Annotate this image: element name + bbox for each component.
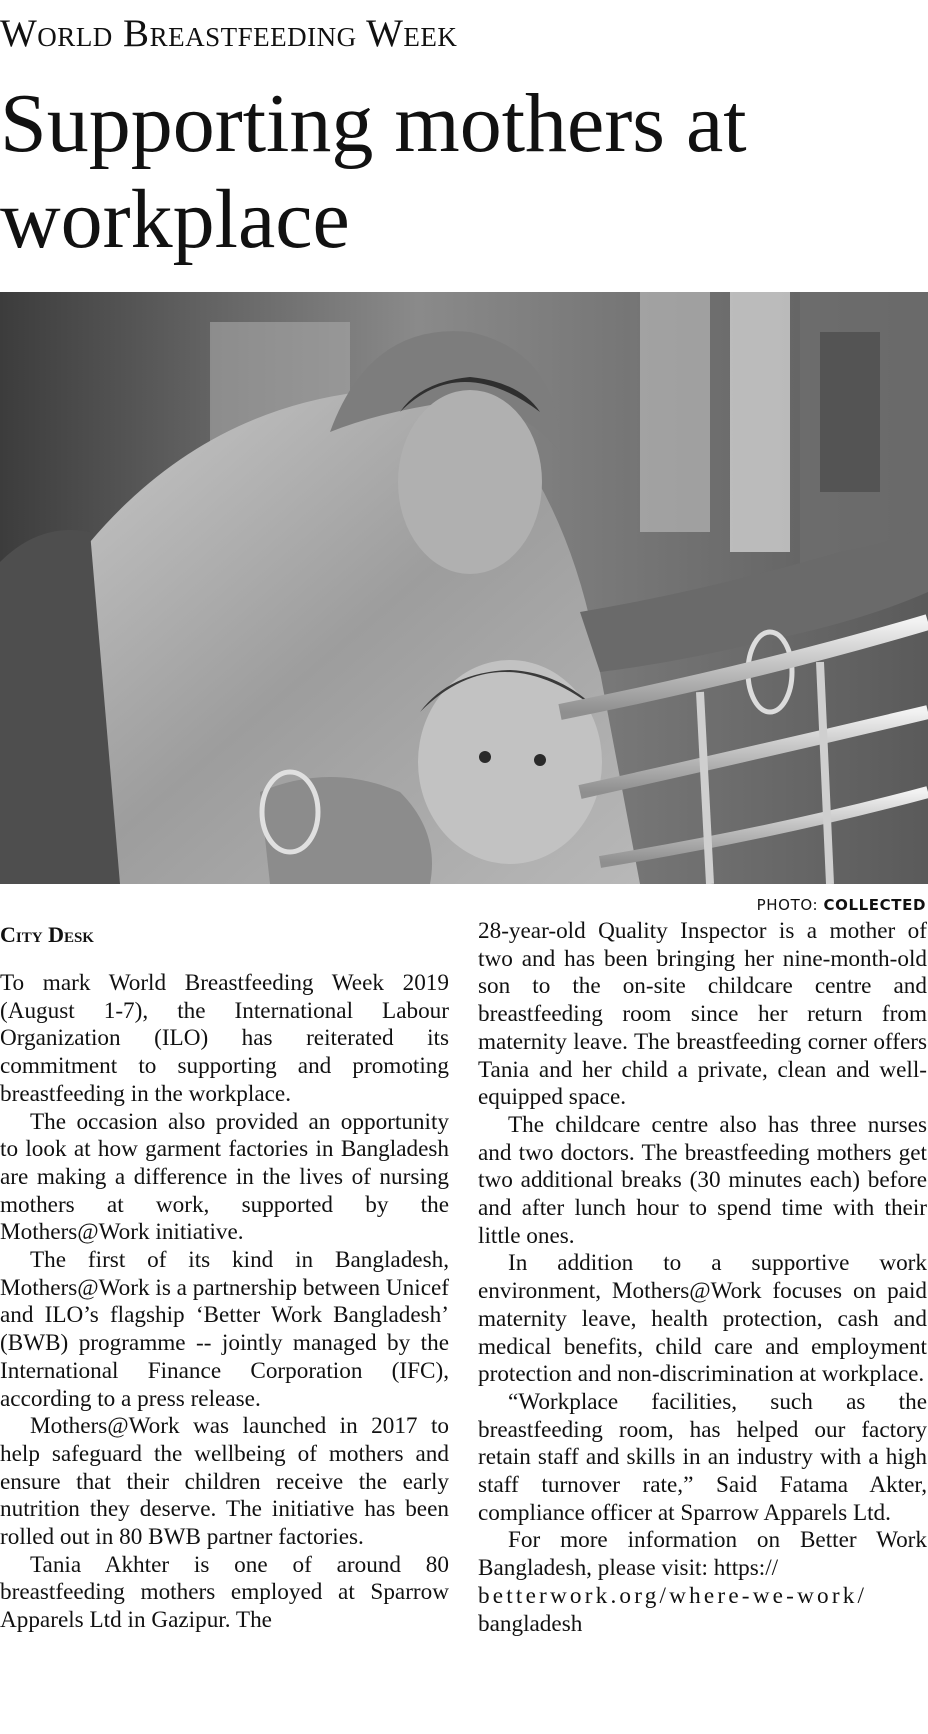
paragraph: The occasion also provided an opportunity to look at how garment factories in Bangladesh are making a difference in the lives of nursing mothers at work, supported by the Mothers@Work initiative.: [0, 1108, 449, 1246]
paragraph: In addition to a supportive work environment, Mothers@Work focuses on paid maternity leave, health protection, cash and medical benefits, child care and employment protection and non-discrimination at workplace.: [478, 1250, 927, 1388]
paragraph-text: For more information on Better Work Bangladesh, please visit: https://: [478, 1527, 927, 1582]
article-column-2: [478, 918, 927, 1638]
paragraph: The first of its kind in Bangladesh, Mothers@Work is a partnership between Unicef and ILO’s flagship ‘Better Work Bangladesh’ (BWB) programme -- jointly managed by the International Finance Corporation (IFC), according to a press release.: [0, 1247, 449, 1412]
article-photo: [0, 292, 928, 884]
byline: City Desk: [0, 922, 94, 947]
paragraph: “Workplace facilities, such as the breastfeeding room, has helped our factory retain staff and skills in an industry with a high staff turnover rate,” Said Fatama Akter, compliance officer at Sparrow Apparels Ltd.: [478, 1388, 927, 1526]
paragraph: [478, 1527, 927, 1638]
paragraph: 28-year-old Quality Inspector is a mother of two and has been bringing her nine-month-old son to the on-site childcare centre and breastfeeding room since her return from maternity leave. The breastfeeding corner offers Tania and her child a private, clean and well-equipped space.: [478, 918, 927, 1111]
photo-credit-source: COLLECTED: [823, 896, 926, 914]
article-column-1: [0, 970, 449, 1635]
paragraph: The childcare centre also has three nurses and two doctors. The breastfeeding mothers get two additional breaks (30 minutes each) before and after lunch hour to spend time with their little ones.: [478, 1111, 927, 1249]
paragraph: Tania Akhter is one of around 80 breastfeeding mothers employed at Sparrow Apparels Ltd in Gazipur. The: [0, 1551, 449, 1634]
headline: Supporting mothers at workplace: [0, 77, 747, 266]
photo-credit-prefix: PHOTO:: [756, 896, 819, 914]
paragraph: Mothers@Work was launched in 2017 to help safeguard the wellbeing of mothers and ensure that their children receive the early nutrition they deserve. The initiative has been rolled out in 80 BWB partner factories.: [0, 1413, 449, 1551]
website-link[interactable]: betterwork.org/where-we-work/: [478, 1582, 868, 1609]
website-link-end[interactable]: bangladesh: [478, 1610, 583, 1637]
paragraph: To mark World Breastfeeding Week 2019 (August 1-7), the International Labour Organization (ILO) has reiterated its commitment to supporting and promoting breastfeeding in the workplace.: [0, 970, 449, 1107]
photo-credit: [757, 896, 926, 914]
section-kicker: World Breastfeeding Week: [0, 12, 458, 55]
